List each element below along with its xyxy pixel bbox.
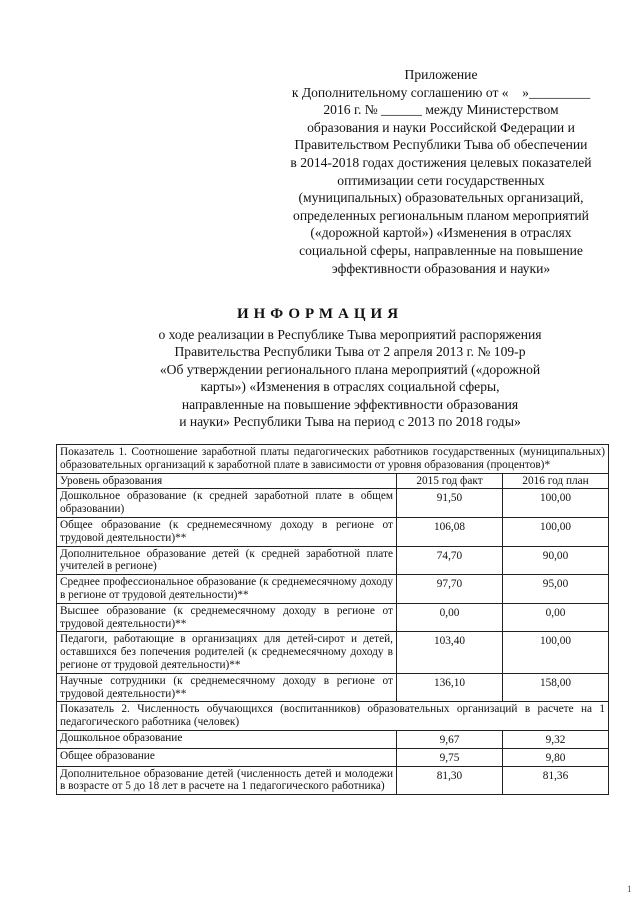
row-fact: 9,75	[397, 748, 503, 766]
appendix-line: (муниципальных) образовательных организаций,	[298, 190, 584, 206]
row-label: Дополнительное образование детей (численность детей и молодежи в возрасте от 5 до 18 лет в расчете на 1 педагогического работника)	[57, 766, 397, 795]
table-row	[57, 546, 609, 575]
subtitle-line: и науки» Республики Тыва на период с 2013 по 2018 годы»	[179, 414, 521, 430]
appendix-line: 2016 г. № ______ между Министерством	[323, 102, 559, 118]
table-row	[57, 517, 609, 546]
row-fact: 81,30	[397, 766, 503, 795]
row-label: Среднее профессиональное образование (к среднемесячному доходу в регионе от трудовой деятельности)**	[57, 575, 397, 604]
row-fact: 91,50	[397, 489, 503, 518]
row-label: Педагоги, работающие в организациях для детей-сирот и детей, оставшихся без попечения родителей (к среднемесячному доходу в регионе от трудовой деятельности)**	[57, 632, 397, 673]
appendix-block	[262, 66, 620, 277]
row-plan: 9,80	[503, 748, 609, 766]
row-plan: 95,00	[503, 575, 609, 604]
appendix-line: оптимизации сети государственных	[337, 172, 545, 188]
row-fact: 106,08	[397, 517, 503, 546]
document-subtitle	[100, 326, 600, 430]
appendix-line: Приложение	[404, 67, 478, 82]
table-row	[57, 673, 609, 702]
row-label: Общее образование	[57, 748, 397, 766]
table-row	[57, 575, 609, 604]
table-row	[57, 748, 609, 766]
column-header-fact: 2015 год факт	[397, 473, 503, 489]
row-plan: 100,00	[503, 489, 609, 518]
row-plan: 158,00	[503, 673, 609, 702]
row-fact: 74,70	[397, 546, 503, 575]
row-plan: 100,00	[503, 632, 609, 673]
row-fact: 136,10	[397, 673, 503, 702]
column-header-level: Уровень образования	[57, 473, 397, 489]
appendix-line: определенных региональным планом мероприятий	[293, 207, 589, 223]
indicator-1-heading: Показатель 1. Соотношение заработной платы педагогических работников государственных (муниципальных) образовательных организаций к заработной плате в зависимости от уровня образования (процентов)*	[57, 445, 609, 474]
row-fact: 103,40	[397, 632, 503, 673]
appendix-line: образования и науки Российской Федерации и	[307, 119, 575, 135]
appendix-line: социальной сферы, направленные на повышение	[299, 242, 583, 258]
row-fact: 97,70	[397, 575, 503, 604]
appendix-line: эффективности образования и науки»	[331, 260, 551, 276]
row-fact: 0,00	[397, 603, 503, 632]
table-row	[57, 766, 609, 795]
subtitle-line: «Об утверждении регионального плана мероприятий («дорожной	[159, 361, 541, 377]
row-plan: 90,00	[503, 546, 609, 575]
appendix-line: в 2014-2018 годах достижения целевых показателей	[290, 154, 592, 170]
row-plan: 81,36	[503, 766, 609, 795]
table-row	[57, 603, 609, 632]
table-row	[57, 489, 609, 518]
table-row	[57, 702, 609, 731]
page-corner-mark: 1	[627, 884, 632, 894]
subtitle-line: Правительства Республики Тыва от 2 апреля 2013 г. № 109-р	[174, 344, 526, 360]
appendix-line: («дорожной картой») «Изменения в отраслях	[310, 225, 572, 241]
table-row	[57, 730, 609, 748]
row-fact: 9,67	[397, 730, 503, 748]
row-label: Высшее образование (к среднемесячному доходу в регионе от трудовой деятельности)**	[57, 603, 397, 632]
subtitle-line: о ходе реализации в Республике Тыва мероприятий распоряжения	[158, 327, 542, 342]
row-label: Дошкольное образование	[57, 730, 397, 748]
document-title: ИНФОРМАЦИЯ	[236, 306, 404, 322]
subtitle-line: карты») «Изменения в отраслях социальной сферы,	[200, 379, 500, 395]
column-header-plan: 2016 год план	[503, 473, 609, 489]
subtitle-line: направленные на повышение эффективности образования	[181, 396, 519, 412]
row-plan: 9,32	[503, 730, 609, 748]
table-row	[57, 632, 609, 673]
table-header-row	[57, 473, 609, 489]
indicator-2-heading: Показатель 2. Численность обучающихся (воспитанников) образовательных организаций в расчете на 1 педагогического работника (человек)	[57, 702, 609, 731]
row-plan: 100,00	[503, 517, 609, 546]
appendix-line: Правительством Республики Тыва об обеспечении	[294, 137, 588, 153]
row-label: Научные сотрудники (к среднемесячному доходу в регионе от трудовой деятельности)**	[57, 673, 397, 702]
appendix-line: к Дополнительному соглашению от « »_________	[291, 84, 591, 100]
row-plan: 0,00	[503, 603, 609, 632]
indicators-table	[56, 444, 609, 795]
row-label: Дошкольное образование (к средней заработной плате в общем образовании)	[57, 489, 397, 518]
table-row	[57, 445, 609, 474]
row-label: Общее образование (к среднемесячному доходу в регионе от трудовой деятельности)**	[57, 517, 397, 546]
row-label: Дополнительное образование детей (к средней заработной плате учителей в регионе)	[57, 546, 397, 575]
